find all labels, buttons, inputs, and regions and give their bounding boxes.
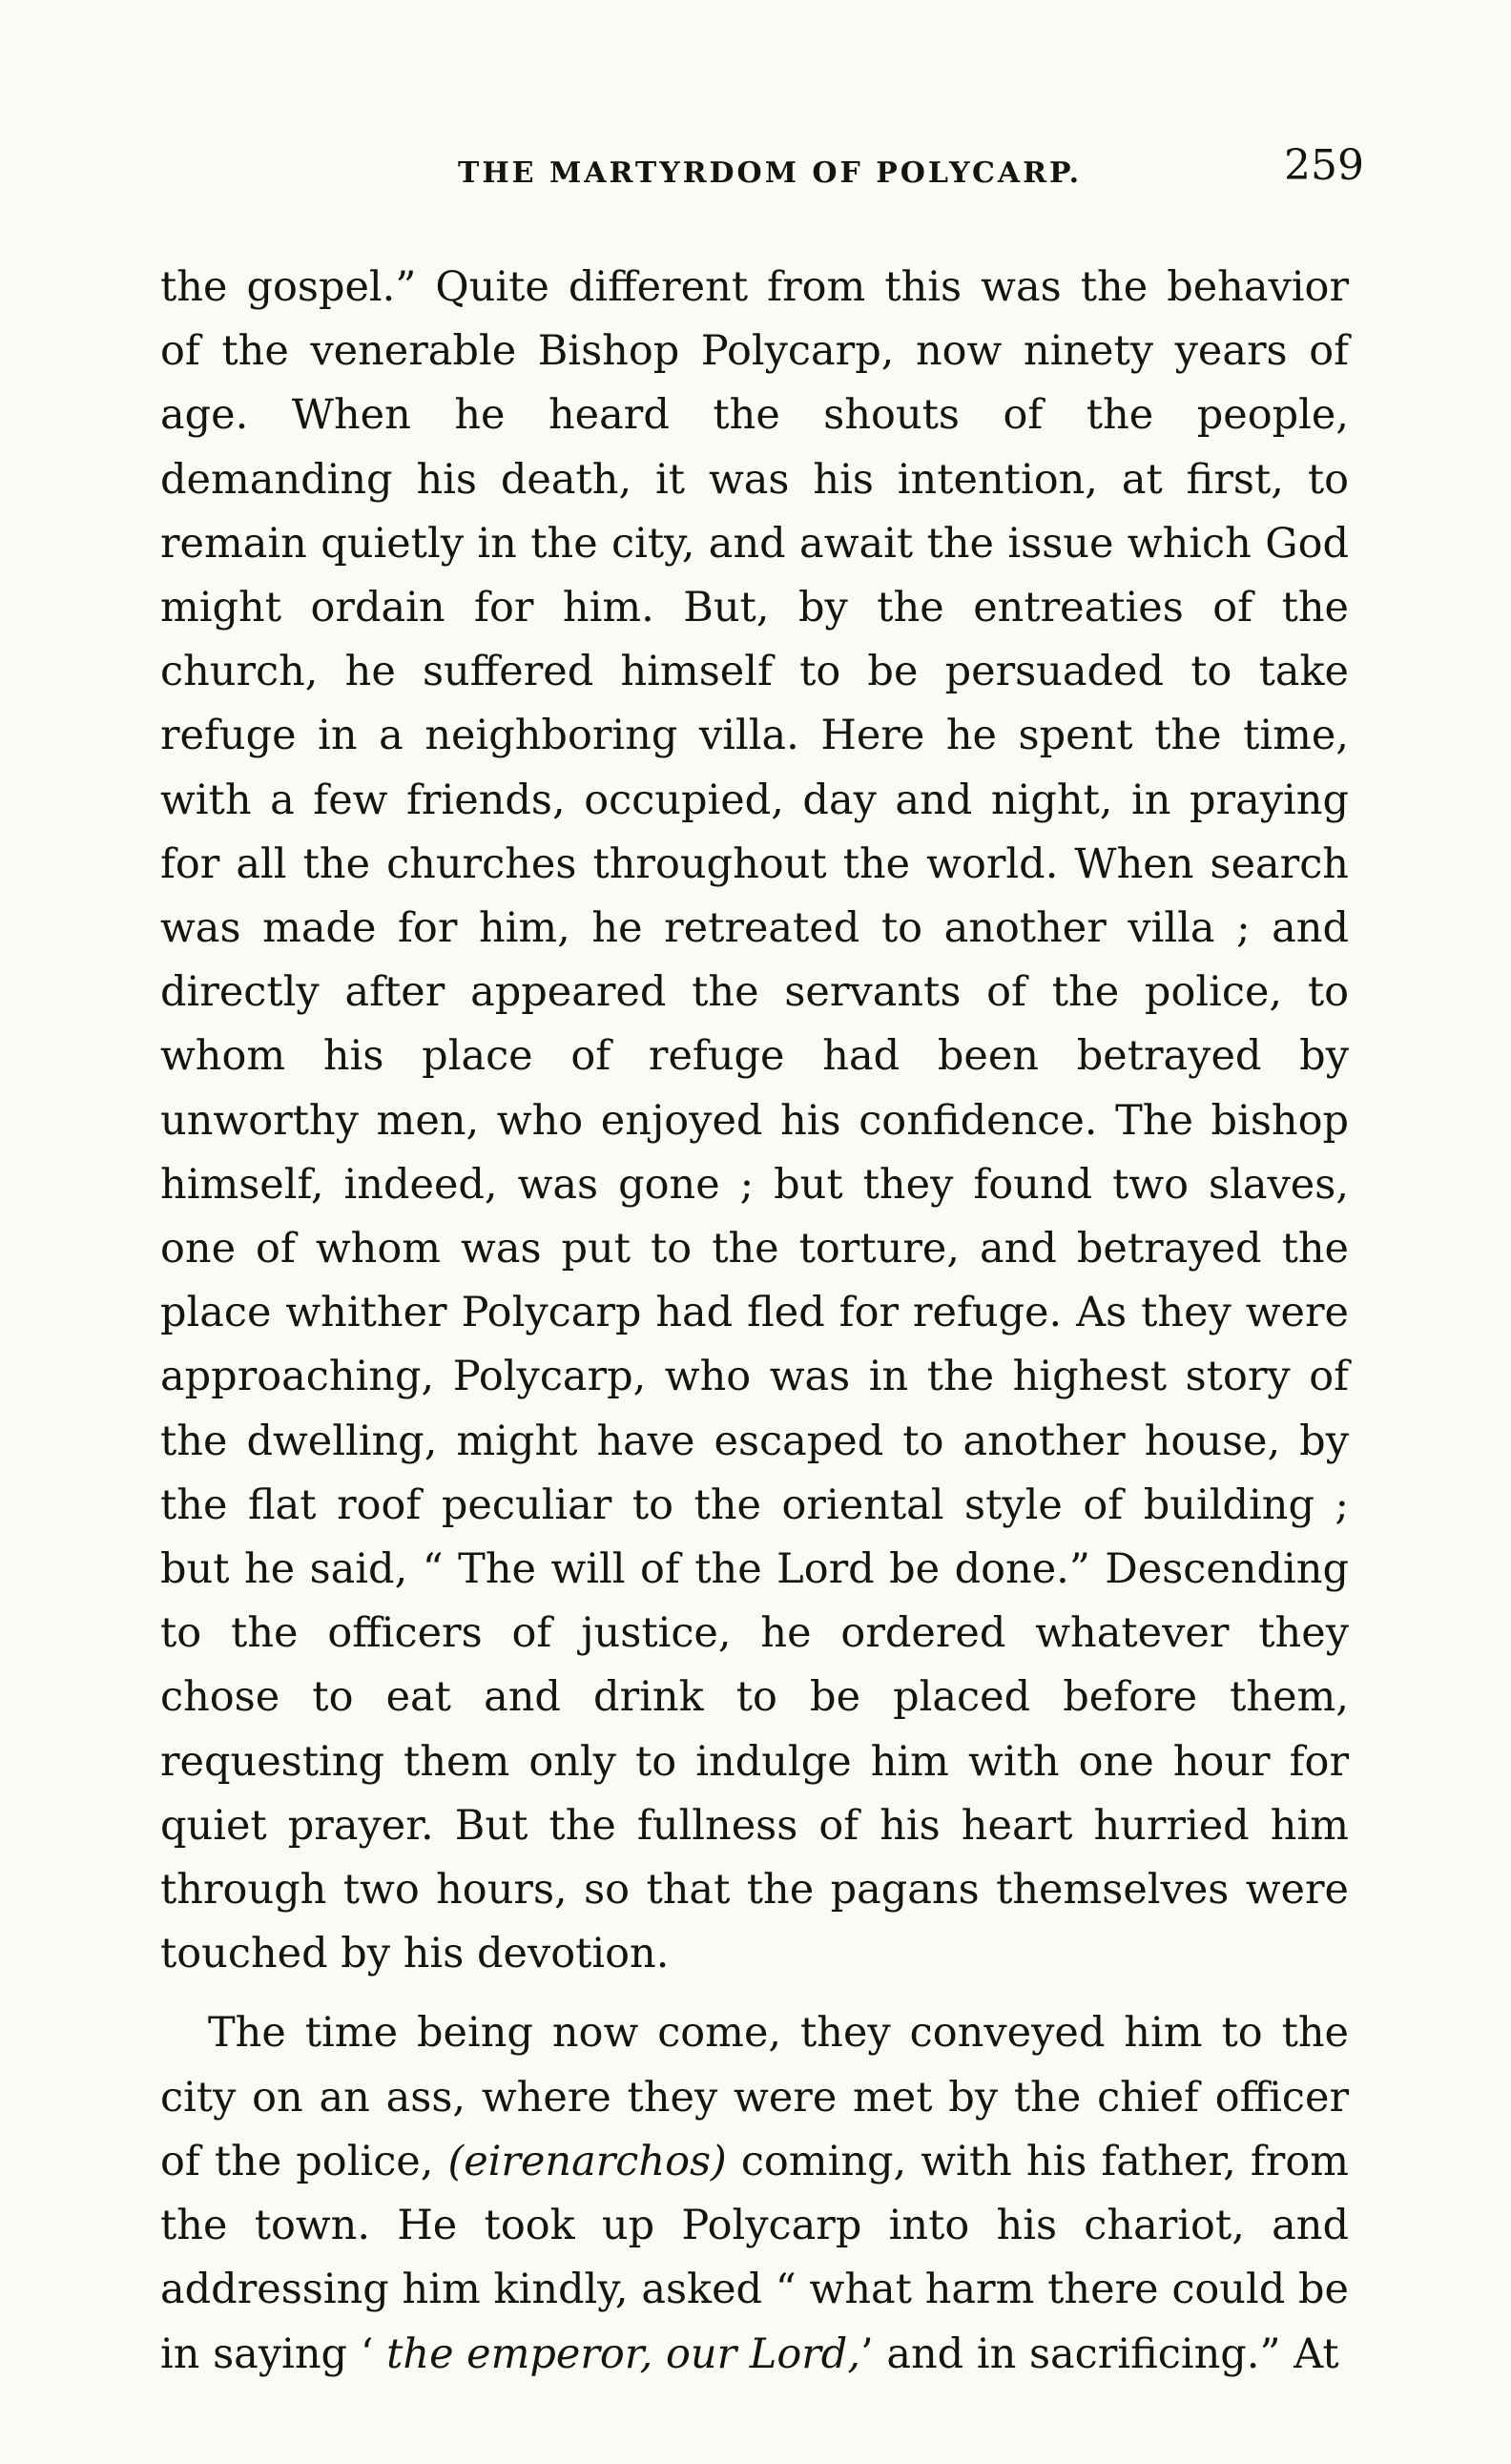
paragraph-1 [160, 256, 1349, 1986]
paragraph-2-text-a: The time being now come, they conveyed him to the city on an ass, where they were met by the chief officer of the police, [160, 2009, 1349, 2185]
paragraph-2 [160, 2001, 1349, 2386]
paragraph-2-text-b: coming, with his father, from the town. He took up Polycarp into his chariot, and addressing him kindly, asked “ what harm there could be in saying ‘ [160, 2137, 1349, 2378]
paragraph-1-text: the gospel.” Quite different from this was the behavior of the venerable Bishop Polycarp, now ninety years of age. When he heard the shouts of the people, demanding his death, it was his intention, at first, to remain quietly in the city, and await the issue which God might ordain for him. But, by the entreaties of the church, he suffered himself to be persuaded to take refuge in a neighboring villa. Here he spent the time, with a few friends, occupied, day and night, in praying for all the churches throughout the world. When search was made for him, he retreated to another villa ; and directly after appeared the servants of the police, to whom his place of refuge had been betrayed by unworthy men, who enjoyed his confidence. The bishop himself, indeed, was gone ; but they found two slaves, one of whom was put to the torture, and betrayed the place whither Polycarp had fled for refuge. As they were approaching, Polycarp, who was in the highest story of the dwelling, might have escaped to another house, by the flat roof peculiar to the oriental style of building ; but he said, “ The will of the Lord be done.” Descending to the officers of justice, he ordered whatever they chose to eat and drink to be placed before them, requesting them only to indulge him with one hour for quiet prayer. But the fullness of his heart hurried him through two hours, so that the pagans themselves were touched by his devotion. [160, 263, 1349, 1978]
greek-term-eirenarchos: (eirenarchos) [447, 2137, 727, 2185]
page-header [162, 141, 1364, 198]
page-number: 259 [1284, 141, 1364, 190]
quoted-phrase-emperor: the emperor, our Lord, [386, 2329, 860, 2378]
running-title: THE MARTYRDOM OF POLYCARP. [458, 156, 1083, 190]
paragraph-2-text-c: ’ and in sacrificing.” At [860, 2329, 1339, 2378]
body-text [160, 256, 1349, 2387]
